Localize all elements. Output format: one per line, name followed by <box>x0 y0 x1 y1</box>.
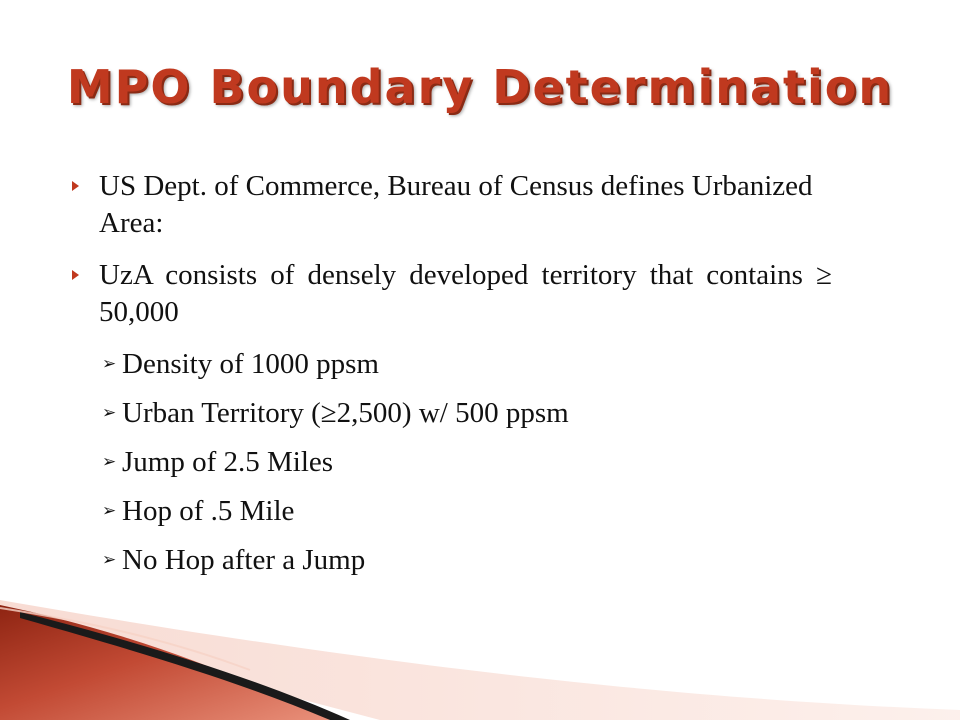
arrow-bullet-icon: ➢ <box>102 550 117 570</box>
sub-bullet-item <box>72 493 832 530</box>
bullet-text: US Dept. of Commerce, Bureau of Census defines Urbanized Area: <box>99 170 813 239</box>
bullet-item <box>72 257 832 331</box>
arrow-bullet-icon: ➢ <box>102 403 117 423</box>
triangle-bullet-icon <box>72 181 79 191</box>
sub-bullet-text: Density of 1000 ppsm <box>122 348 379 380</box>
arrow-bullet-icon: ➢ <box>102 354 117 374</box>
arrow-bullet-icon: ➢ <box>102 501 117 521</box>
bullet-list <box>72 168 832 591</box>
triangle-bullet-icon <box>72 270 79 280</box>
sub-bullet-text: Jump of 2.5 Miles <box>122 446 334 478</box>
bullet-item <box>72 168 832 242</box>
sub-bullet-text: Urban Territory (≥2,500) w/ 500 ppsm <box>122 397 569 429</box>
sub-bullet-text: Hop of .5 Mile <box>122 495 295 527</box>
bullet-text: UzA consists of densely developed territory that contains ≥ 50,000 <box>99 259 832 328</box>
sub-bullet-item <box>72 346 832 383</box>
arrow-bullet-icon: ➢ <box>102 452 117 472</box>
sub-bullet-text: No Hop after a Jump <box>122 544 366 576</box>
sub-bullet-item <box>72 444 832 481</box>
sub-bullet-item <box>72 395 832 432</box>
slide-title: MPO Boundary Determination <box>66 60 894 114</box>
footer-swoosh-decoration <box>0 560 960 720</box>
